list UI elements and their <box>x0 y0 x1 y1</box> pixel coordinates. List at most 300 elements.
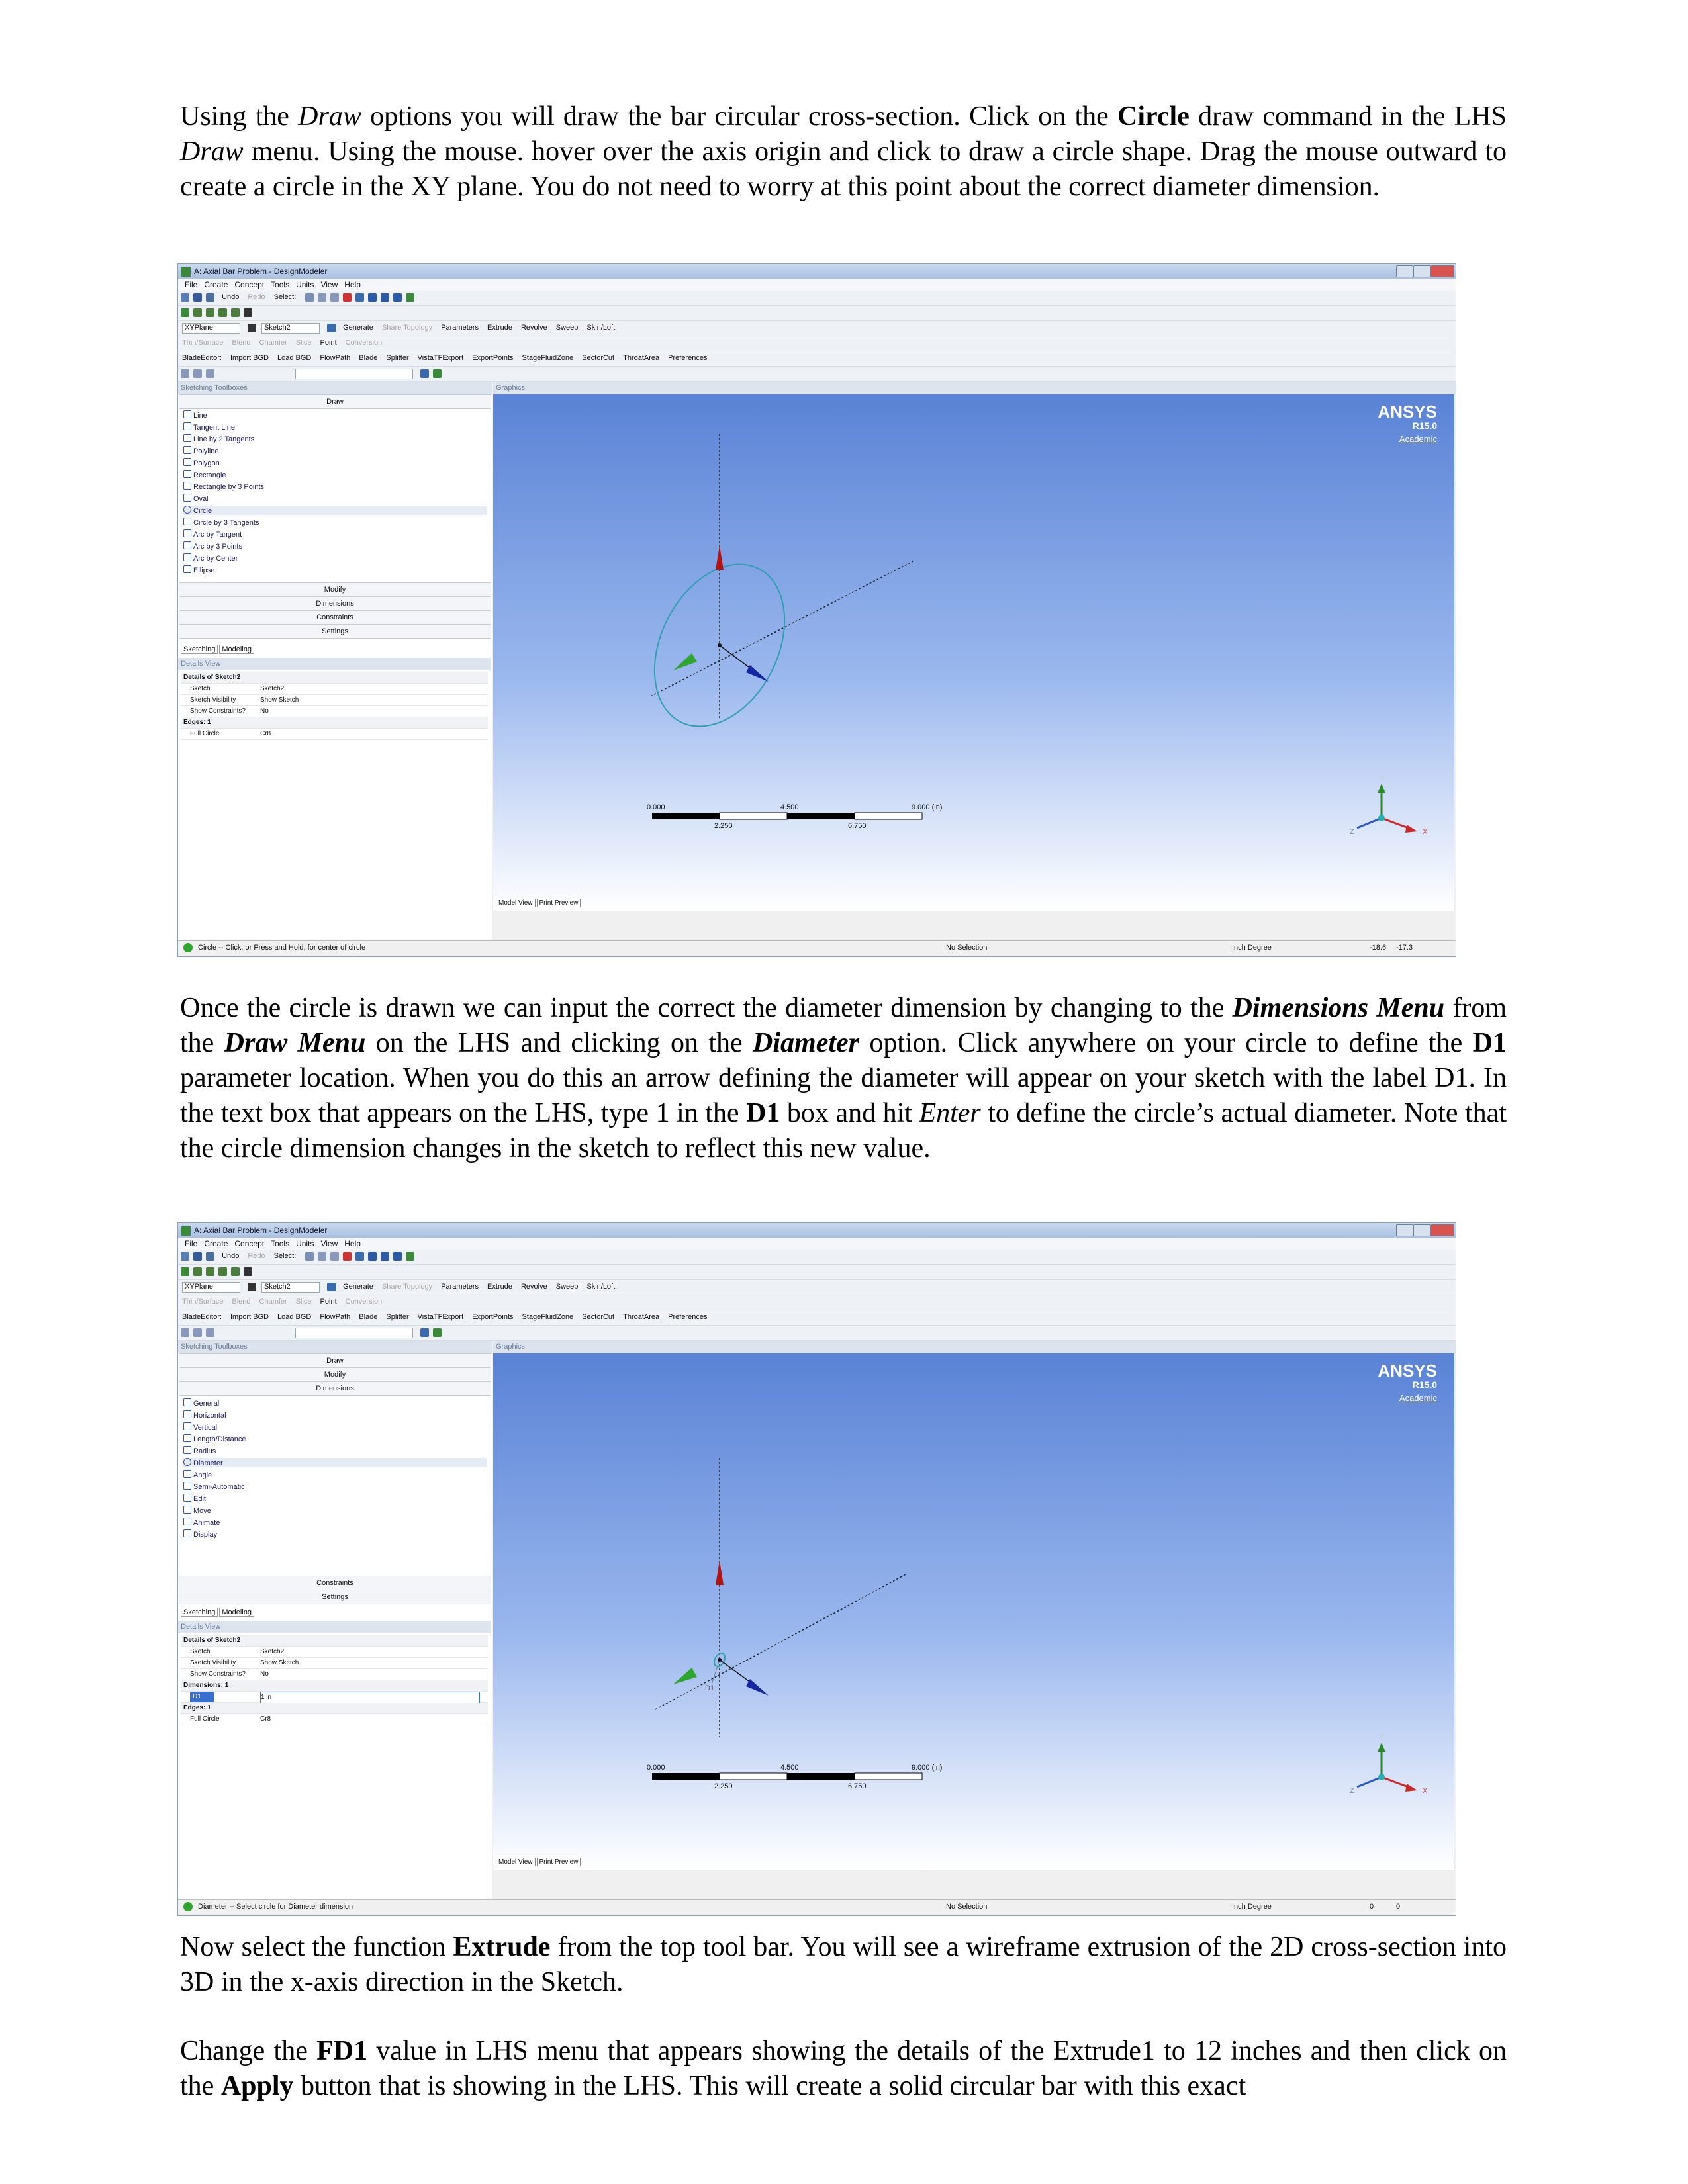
edge-select-icon[interactable] <box>330 293 339 302</box>
dimensions-header-row: Dimensions: 1 <box>181 1680 488 1692</box>
exportpoints-button[interactable]: ExportPoints <box>472 354 514 362</box>
new-icon[interactable] <box>181 1252 189 1261</box>
face-select-icon[interactable] <box>318 293 326 302</box>
edges-header-row: Edges: 1 <box>181 1703 488 1714</box>
draw-item-arc-by-center[interactable]: Arc by Center <box>183 553 238 563</box>
preferences-button[interactable]: Preferences <box>668 354 708 362</box>
scale-label-4500: 4.500 <box>780 1764 799 1772</box>
splitter-button[interactable]: Splitter <box>386 1313 409 1321</box>
menu-bar <box>178 1238 1456 1250</box>
extrude-button[interactable]: Extrude <box>487 324 512 332</box>
group-draw[interactable]: Draw <box>179 394 491 409</box>
stagefluidzone-button[interactable]: StageFluidZone <box>522 354 574 362</box>
vistatfexport-button[interactable]: VistaTFExport <box>417 354 464 362</box>
group-settings[interactable]: Settings <box>179 624 491 639</box>
new-plane-icon[interactable] <box>248 1283 256 1291</box>
close-button[interactable] <box>1430 1224 1454 1236</box>
sketch-tool-icon[interactable] <box>181 308 189 317</box>
scale-segment-3 <box>787 813 855 819</box>
sweep-button[interactable]: Sweep <box>555 1283 579 1291</box>
misc-tool-2-icon[interactable] <box>193 1328 202 1337</box>
menu-view[interactable]: View <box>320 280 338 289</box>
details-row[interactable]: Show Constraints? No <box>181 1669 488 1680</box>
misc-tool-3-icon[interactable] <box>206 369 214 378</box>
export-icon[interactable] <box>206 1252 214 1261</box>
menu-concept[interactable]: Concept <box>234 1239 265 1248</box>
share-topology-button[interactable]: Share Topology <box>381 1283 433 1291</box>
blade-button[interactable]: Blade <box>359 354 378 362</box>
triad-x-arrow <box>1405 1784 1417 1792</box>
misc-tool-3-icon[interactable] <box>206 1328 214 1337</box>
designmodeler-window-2 <box>177 1222 1456 1916</box>
status-coord-2: 0 <box>1396 1903 1401 1911</box>
ansys-logo: ANSYS R15.0 Academic <box>1378 1361 1437 1403</box>
scale-label-6750: 6.750 <box>848 822 867 830</box>
dim-item-radius[interactable]: Radius <box>183 1446 216 1455</box>
blend-button[interactable]: Blend <box>232 339 251 347</box>
dim-item-move[interactable]: Move <box>183 1506 211 1515</box>
ansys-logo: ANSYS R15.0 Academic <box>1378 402 1437 444</box>
polyline-tool-icon[interactable] <box>206 308 214 317</box>
x-arrow-blue <box>746 665 769 682</box>
undo-button[interactable]: Undo <box>222 293 240 301</box>
scale-segment-2 <box>720 813 787 819</box>
details-row[interactable]: Sketch Visibility Show Sketch <box>181 695 488 706</box>
details-header: Details View <box>178 658 491 670</box>
spline-tool-icon[interactable] <box>231 1267 240 1276</box>
scale-label-6750: 6.750 <box>848 1782 867 1790</box>
z-arrow-green <box>673 1668 697 1684</box>
share-topology-button[interactable]: Share Topology <box>381 324 433 332</box>
select-mode-icon[interactable] <box>305 293 314 302</box>
maximize-button[interactable] <box>1413 265 1430 277</box>
graphics-viewport[interactable] <box>493 394 1454 911</box>
toolbar-features <box>178 1295 1456 1310</box>
status-ok-icon <box>183 1902 193 1911</box>
save-icon[interactable] <box>193 293 202 302</box>
pin-icon[interactable] <box>244 308 252 317</box>
misc-tool-5-icon[interactable] <box>433 1328 442 1337</box>
toolbar-plane <box>178 321 1456 336</box>
toolbar-sketch-tools <box>178 306 1456 321</box>
status-bar <box>178 940 1456 956</box>
menu-view[interactable]: View <box>320 1239 338 1248</box>
paragraph-extrude: Now select the function Extrude from the top tool bar. You will see a wireframe extrusion of the 2D cross-section into 3D in the x-axis direction in the Sketch. <box>180 1932 1507 1997</box>
menu-file[interactable]: File <box>185 280 198 289</box>
dim-item-length-distance[interactable]: Length/Distance <box>183 1434 246 1443</box>
generate-button[interactable]: Generate <box>343 324 373 332</box>
triad-y-arrow <box>1378 1743 1385 1752</box>
x-arrow-blue <box>746 1679 769 1696</box>
status-hint: Circle -- Click, or Press and Hold, for center of circle <box>198 944 366 952</box>
spline-tool-icon[interactable] <box>231 308 240 317</box>
tab-modeling[interactable]: Modeling <box>219 1608 254 1617</box>
designmodeler-window-1 <box>177 263 1456 957</box>
status-hint: Diameter -- Select circle for Diameter dimension <box>198 1903 353 1911</box>
app-logo-icon <box>181 1226 191 1236</box>
load-bgd-button[interactable]: Load BGD <box>277 1313 312 1321</box>
scale-label-0: 0.000 <box>647 1764 665 1772</box>
status-selection: No Selection <box>946 944 988 952</box>
triad-y-label: Y <box>1379 1733 1384 1741</box>
maximize-button[interactable] <box>1413 1224 1430 1236</box>
sketch-scene <box>493 394 1454 911</box>
tab-model-view[interactable]: Model View <box>496 899 536 907</box>
triad-z-label: Z <box>1350 828 1354 836</box>
scale-label-2250: 2.250 <box>714 822 733 830</box>
menu-file[interactable]: File <box>185 1239 198 1248</box>
menu-concept[interactable]: Concept <box>234 280 265 289</box>
new-plane-icon[interactable] <box>248 324 256 332</box>
triad-z-label: Z <box>1350 1787 1354 1795</box>
menu-units[interactable]: Units <box>296 280 314 289</box>
zoom-box-icon[interactable] <box>381 1252 389 1261</box>
details-title-row: Details of Sketch2 <box>181 672 488 684</box>
minimize-button[interactable] <box>1396 265 1413 277</box>
paragraph-apply: Change the FD1 value in LHS menu that appears showing the details of the Extrude1 to 12 inches and then click on the Apply button that is showing in the LHS. This will create a solid circular bar with this exact <box>180 2036 1507 2101</box>
triad-origin <box>1378 815 1385 821</box>
group-draw[interactable]: Draw <box>179 1353 491 1368</box>
z-arrow-green <box>673 653 697 670</box>
y-arrow-red <box>716 545 724 570</box>
parameters-button[interactable]: Parameters <box>441 1283 479 1291</box>
revolve-button[interactable]: Revolve <box>520 1283 547 1291</box>
bladeeditor-label: BladeEditor: <box>182 354 222 362</box>
scale-label-9000: 9.000 (in) <box>912 1764 943 1772</box>
arc-tool-icon[interactable] <box>218 1267 227 1276</box>
edges-header-row: Edges: 1 <box>181 717 488 729</box>
y-arrow-red <box>716 1561 724 1585</box>
import-bgd-button[interactable]: Import BGD <box>230 1313 269 1321</box>
tab-print-preview[interactable]: Print Preview <box>537 899 581 907</box>
graphics-header: Graphics <box>493 382 1456 394</box>
load-bgd-button[interactable]: Load BGD <box>277 354 312 362</box>
status-units: Inch Degree <box>1232 944 1272 952</box>
details-row[interactable]: Sketch Sketch2 <box>181 684 488 695</box>
extrude-button[interactable]: Extrude <box>487 1283 512 1291</box>
misc-select[interactable] <box>295 369 413 379</box>
scale-label-2250: 2.250 <box>714 1782 733 1790</box>
import-bgd-button[interactable]: Import BGD <box>230 354 269 362</box>
details-row[interactable]: Show Constraints? No <box>181 706 488 717</box>
toolbar-plane <box>178 1280 1456 1295</box>
new-sketch-icon[interactable] <box>327 324 336 332</box>
zoom-fit-icon[interactable] <box>393 1252 402 1261</box>
slice-button[interactable]: Slice <box>295 339 312 347</box>
sketch-tool-icon[interactable] <box>181 1267 189 1276</box>
polyline-tool-icon[interactable] <box>206 1267 214 1276</box>
conversion-button[interactable]: Conversion <box>345 339 383 347</box>
draw-item-polyline[interactable]: Polyline <box>183 446 219 455</box>
tab-print-preview[interactable]: Print Preview <box>537 1858 581 1866</box>
slice-button[interactable]: Slice <box>295 1298 312 1306</box>
throatarea-button[interactable]: ThroatArea <box>623 1313 660 1321</box>
sectorcut-button[interactable]: SectorCut <box>582 1313 615 1321</box>
title-bar <box>178 264 1456 279</box>
status-coord-1: 0 <box>1370 1903 1374 1911</box>
details-row[interactable]: Full Circle Cr8 <box>181 1714 488 1725</box>
misc-tool-2-icon[interactable] <box>193 369 202 378</box>
group-dimensions[interactable]: Dimensions <box>179 596 491 611</box>
rotate-icon[interactable] <box>343 1252 352 1261</box>
draw-item-circle-3-tangents[interactable]: Circle by 3 Tangents <box>183 518 259 527</box>
tab-sketching[interactable]: Sketching <box>181 645 218 654</box>
group-constraints[interactable]: Constraints <box>179 1576 491 1590</box>
dim-item-angle[interactable]: Angle <box>183 1470 212 1479</box>
draw-item-oval[interactable]: Oval <box>183 494 209 503</box>
triad-z-line <box>1357 818 1382 828</box>
d1-dimension-label: D1 <box>705 1684 715 1692</box>
triad-x-line <box>1382 1777 1410 1788</box>
conversion-button[interactable]: Conversion <box>345 1298 383 1306</box>
edge-select-icon[interactable] <box>330 1252 339 1261</box>
tab-modeling[interactable]: Modeling <box>219 645 254 654</box>
toolbar-features <box>178 336 1456 351</box>
rotate-icon[interactable] <box>343 293 352 302</box>
toolbar-misc <box>178 1326 1456 1341</box>
minimize-button[interactable] <box>1396 1224 1413 1236</box>
undo-button[interactable]: Undo <box>222 1252 240 1260</box>
details-row[interactable]: Full Circle Cr8 <box>181 729 488 740</box>
sectorcut-button[interactable]: SectorCut <box>582 354 615 362</box>
group-modify[interactable]: Modify <box>179 582 491 597</box>
triad-x-arrow <box>1405 825 1417 833</box>
left-panel <box>178 1353 492 1901</box>
horizontal-axis-line <box>651 561 913 696</box>
new-sketch-icon[interactable] <box>327 1283 336 1291</box>
blade-button[interactable]: Blade <box>359 1313 378 1321</box>
scale-segment-4 <box>855 813 922 819</box>
throatarea-button[interactable]: ThroatArea <box>623 354 660 362</box>
flowpath-button[interactable]: FlowPath <box>320 1313 351 1321</box>
details-row[interactable]: Sketch Visibility Show Sketch <box>181 1658 488 1669</box>
tab-model-view[interactable]: Model View <box>496 1858 536 1866</box>
toolbar-bladeeditor <box>178 351 1456 367</box>
misc-select[interactable] <box>295 1328 413 1338</box>
status-coord-2: -17.3 <box>1396 944 1413 952</box>
dim-item-vertical[interactable]: Vertical <box>183 1422 217 1432</box>
toolbar-misc <box>178 367 1456 382</box>
left-panel <box>178 394 492 942</box>
scale-segment-2 <box>720 1773 787 1780</box>
view-tabs <box>496 899 582 907</box>
draw-item-tangent-line[interactable]: Tangent Line <box>183 422 235 432</box>
draw-item-arc-3-points[interactable]: Arc by 3 Points <box>183 541 242 551</box>
toolbox-tabs <box>181 645 256 654</box>
paragraph-diameter: Once the circle is drawn we can input the correct the diameter dimension by changing to the Dimensions Menu from the Draw Menu on the LHS and clicking on the Diameter option. Click anywhere on your circle to define the D1 parameter location. When you do this an arrow defining the diameter will appear on your sketch with the label D1. In the text box that appears on the LHS, type 1 in the D1 box and hit Enter to define the circle’s actual diameter. Note that the circle dimension changes in the sketch to reflect this new value. <box>180 993 1507 1163</box>
scale-label-9000: 9.000 (in) <box>912 803 943 811</box>
flowpath-button[interactable]: FlowPath <box>320 354 351 362</box>
skin-loft-button[interactable]: Skin/Loft <box>586 1283 616 1291</box>
toolbar-sketch-tools <box>178 1265 1456 1280</box>
status-selection: No Selection <box>946 1903 988 1911</box>
select-label: Select: <box>273 1252 297 1260</box>
window-title: A: Axial Bar Problem - DesignModeler <box>194 267 328 276</box>
app-logo-icon <box>181 267 191 277</box>
dim-item-general[interactable]: General <box>183 1398 219 1408</box>
dim-item-semi-automatic[interactable]: Semi-Automatic <box>183 1482 245 1491</box>
graphics-viewport[interactable] <box>493 1353 1454 1870</box>
zoom-icon[interactable] <box>368 293 377 302</box>
details-table <box>181 1635 488 1725</box>
window-title: A: Axial Bar Problem - DesignModeler <box>194 1226 328 1235</box>
select-mode-icon[interactable] <box>305 1252 314 1261</box>
toolbar-main <box>178 291 1456 306</box>
d1-leader-line <box>712 1660 720 1684</box>
d1-value-input[interactable]: 1 in <box>260 1692 480 1704</box>
details-title-row: Details of Sketch2 <box>181 1635 488 1647</box>
status-coord-1: -18.6 <box>1370 944 1387 952</box>
bladeeditor-label: BladeEditor: <box>182 1313 222 1321</box>
status-bar <box>178 1899 1456 1915</box>
origin-point <box>718 1658 722 1662</box>
scale-segment-3 <box>787 1773 855 1780</box>
details-table <box>181 672 488 740</box>
close-button[interactable] <box>1430 265 1454 277</box>
misc-tool-4-icon[interactable] <box>420 369 429 378</box>
d1-row[interactable] <box>181 1692 488 1703</box>
skin-loft-button[interactable]: Skin/Loft <box>586 324 616 332</box>
details-row[interactable]: Sketch Sketch2 <box>181 1647 488 1658</box>
splitter-button[interactable]: Splitter <box>386 354 409 362</box>
group-settings[interactable]: Settings <box>179 1590 491 1604</box>
point-button[interactable]: Point <box>320 1298 337 1306</box>
misc-tool-1-icon[interactable] <box>181 1328 189 1337</box>
toolbar-bladeeditor <box>178 1310 1456 1326</box>
paragraph-intro-draw: Using the Draw options you will draw the bar circular cross-section. Click on the Circle draw command in the LHS Draw menu. Using the mouse. hover over the axis origin and click to draw a circle shape. Drag the mouse outward to create a circle in the XY plane. You do not need to worry at this point about the correct diameter dimension. <box>180 101 1507 202</box>
draw-item-polygon[interactable]: Polygon <box>183 458 220 467</box>
origin-point <box>718 643 722 647</box>
plane-select[interactable]: XYPlane <box>182 1282 240 1293</box>
draw-item-ellipse[interactable]: Ellipse <box>183 565 214 574</box>
blend-button[interactable]: Blend <box>232 1298 251 1306</box>
sweep-button[interactable]: Sweep <box>555 324 579 332</box>
menu-create[interactable]: Create <box>204 280 228 289</box>
d1-label: D1 <box>190 1692 214 1702</box>
x-axis-segment <box>720 645 751 669</box>
line-tool-icon[interactable] <box>193 308 202 317</box>
thin-surface-button[interactable]: Thin/Surface <box>182 1298 224 1306</box>
misc-tool-5-icon[interactable] <box>433 369 442 378</box>
revolve-button[interactable]: Revolve <box>520 324 547 332</box>
status-ok-icon <box>183 943 193 952</box>
pan-icon[interactable] <box>355 293 364 302</box>
scale-segment-1 <box>652 813 720 819</box>
menu-tools[interactable]: Tools <box>271 1239 290 1248</box>
select-label: Select: <box>273 293 297 301</box>
triad-x-label: X <box>1423 828 1428 836</box>
toolbox-tabs <box>181 1608 256 1617</box>
toolbar-main <box>178 1250 1456 1265</box>
x-axis-segment <box>720 1660 751 1683</box>
save-icon[interactable] <box>193 1252 202 1261</box>
redo-button[interactable]: Redo <box>248 293 265 301</box>
menu-help[interactable]: Help <box>344 280 361 289</box>
triad-origin <box>1378 1774 1385 1780</box>
export-icon[interactable] <box>206 293 214 302</box>
triad-y-label: Y <box>1379 774 1384 782</box>
draw-item-line-by-2-tangents[interactable]: Line by 2 Tangents <box>183 434 254 443</box>
vistatfexport-button[interactable]: VistaTFExport <box>417 1313 464 1321</box>
thin-surface-button[interactable]: Thin/Surface <box>182 339 224 347</box>
triad-y-arrow <box>1378 784 1385 793</box>
pan-icon[interactable] <box>355 1252 364 1261</box>
menu-help[interactable]: Help <box>344 1239 361 1248</box>
triad-z-line <box>1357 1777 1382 1787</box>
misc-tool-1-icon[interactable] <box>181 369 189 378</box>
redo-button[interactable]: Redo <box>248 1252 265 1260</box>
toolbox-header: Sketching Toolboxes <box>178 1341 492 1353</box>
preferences-button[interactable]: Preferences <box>668 1313 708 1321</box>
sketch-scene <box>493 1353 1454 1870</box>
draw-item-circle[interactable]: Circle <box>183 506 487 515</box>
sketch-select[interactable]: Sketch2 <box>261 323 320 334</box>
face-select-icon[interactable] <box>318 1252 326 1261</box>
misc-tool-4-icon[interactable] <box>420 1328 429 1337</box>
menu-units[interactable]: Units <box>296 1239 314 1248</box>
point-button[interactable]: Point <box>320 339 337 347</box>
plane-select[interactable]: XYPlane <box>182 323 240 334</box>
dim-item-diameter[interactable]: Diameter <box>183 1458 487 1467</box>
group-modify[interactable]: Modify <box>179 1367 491 1382</box>
zoom-box-icon[interactable] <box>381 293 389 302</box>
arc-tool-icon[interactable] <box>218 308 227 317</box>
pin-icon[interactable] <box>244 1267 252 1276</box>
scale-label-0: 0.000 <box>647 803 665 811</box>
details-header: Details View <box>178 1621 491 1633</box>
triad-x-line <box>1382 818 1410 829</box>
dim-item-display[interactable]: Display <box>183 1529 217 1539</box>
zoom-fit-icon[interactable] <box>393 293 402 302</box>
parameters-button[interactable]: Parameters <box>441 324 479 332</box>
zoom-icon[interactable] <box>368 1252 377 1261</box>
scale-segment-4 <box>855 1773 922 1780</box>
chamfer-button[interactable]: Chamfer <box>259 1298 287 1306</box>
graphics-header: Graphics <box>493 1341 1456 1353</box>
menu-create[interactable]: Create <box>204 1239 228 1248</box>
triad-x-label: X <box>1423 1787 1428 1795</box>
chamfer-button[interactable]: Chamfer <box>259 339 287 347</box>
view-iso-icon[interactable] <box>406 293 414 302</box>
new-icon[interactable] <box>181 293 189 302</box>
tab-sketching[interactable]: Sketching <box>181 1608 218 1617</box>
sketch-select[interactable]: Sketch2 <box>261 1282 320 1293</box>
stagefluidzone-button[interactable]: StageFluidZone <box>522 1313 574 1321</box>
dim-item-horizontal[interactable]: Horizontal <box>183 1410 226 1420</box>
view-iso-icon[interactable] <box>406 1252 414 1261</box>
horizontal-axis-line <box>655 1574 907 1709</box>
dim-item-animate[interactable]: Animate <box>183 1518 220 1527</box>
menu-tools[interactable]: Tools <box>271 280 290 289</box>
line-tool-icon[interactable] <box>193 1267 202 1276</box>
title-bar <box>178 1223 1456 1238</box>
status-units: Inch Degree <box>1232 1903 1272 1911</box>
menu-bar <box>178 279 1456 291</box>
group-constraints[interactable]: Constraints <box>179 610 491 625</box>
draw-item-line[interactable]: Line <box>183 410 207 420</box>
toolbox-header: Sketching Toolboxes <box>178 382 492 394</box>
scale-segment-1 <box>652 1773 720 1780</box>
draw-item-rectangle[interactable]: Rectangle <box>183 470 226 479</box>
group-dimensions[interactable]: Dimensions <box>179 1381 491 1396</box>
draw-item-rectangle-3-points[interactable]: Rectangle by 3 Points <box>183 482 264 491</box>
draw-item-arc-by-tangent[interactable]: Arc by Tangent <box>183 529 242 539</box>
view-tabs <box>496 1858 582 1866</box>
generate-button[interactable]: Generate <box>343 1283 373 1291</box>
dim-item-edit[interactable]: Edit <box>183 1494 206 1503</box>
exportpoints-button[interactable]: ExportPoints <box>472 1313 514 1321</box>
scale-label-4500: 4.500 <box>780 803 799 811</box>
